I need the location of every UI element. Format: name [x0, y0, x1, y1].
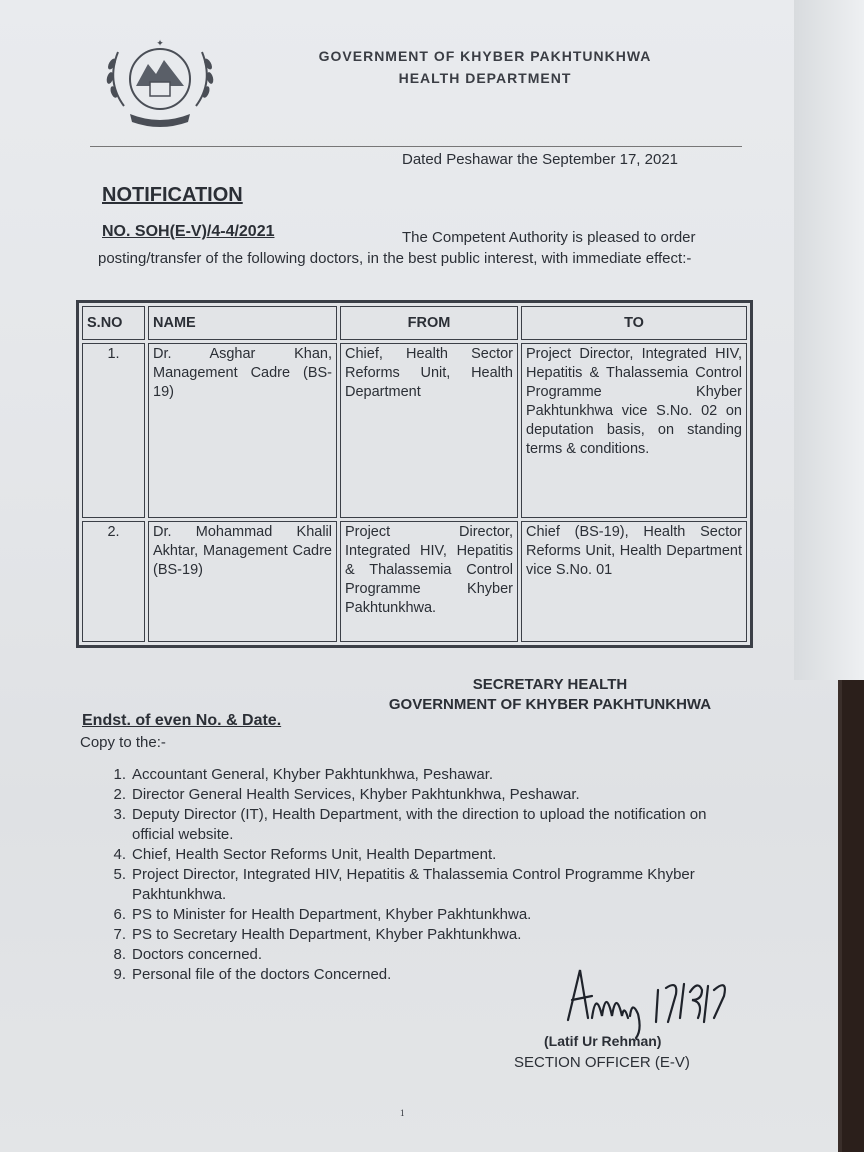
list-item	[98, 905, 740, 925]
list-item-number: 2.	[113, 786, 126, 803]
list-item-number: 1.	[113, 766, 126, 783]
list-item-number: 5.	[113, 866, 126, 883]
row-name: Dr. Mohammad Khalil Akhtar, Management Cadre (BS-19)	[148, 521, 337, 642]
table-row	[82, 343, 747, 518]
list-item-text: Project Director, Integrated HIV, Hepatitis & Thalassemia Control Programme Khyber Pakhtunkhwa.	[132, 866, 695, 903]
signatory-title: SECRETARY HEALTH	[472, 676, 628, 693]
row-from: Chief, Health Sector Reforms Unit, Health Department	[340, 343, 518, 518]
list-item	[98, 845, 740, 865]
copy-list	[98, 765, 740, 985]
department-header: HEALTH DEPARTMENT	[398, 70, 572, 86]
list-item-number: 9.	[113, 966, 126, 983]
dated-line: Dated Peshawar the September 17, 2021	[402, 151, 679, 168]
list-item-text: Personal file of the doctors Concerned.	[132, 966, 392, 983]
list-item-number: 7.	[113, 926, 126, 943]
list-item-text: PS to Minister for Health Department, Khyber Pakhtunkhwa.	[132, 906, 532, 923]
row-to: Project Director, Integrated HIV, Hepatitis & Thalassemia Control Programme Khyber Pakhtunkhwa vice S.No. 02 on deputation basis, on standing terms & conditions.	[521, 343, 747, 518]
background-edge	[842, 680, 864, 1152]
page-shadow-edge	[794, 0, 864, 680]
list-item-text: Accountant General, Khyber Pakhtunkhwa, Peshawar.	[132, 766, 494, 783]
row-sno: 1.	[82, 343, 145, 518]
list-item	[98, 805, 740, 845]
svg-text:✦: ✦	[156, 39, 164, 49]
list-item	[98, 765, 740, 785]
notification-title: NOTIFICATION	[102, 184, 243, 206]
list-item-text: Doctors concerned.	[132, 946, 263, 963]
list-item-number: 3.	[113, 806, 126, 823]
col-header-name: NAME	[148, 306, 337, 340]
list-item-text: Chief, Health Sector Reforms Unit, Health Department.	[132, 846, 497, 863]
list-item-number: 4.	[113, 846, 126, 863]
col-header-to: TO	[521, 306, 747, 340]
notification-number: NO. SOH(E-V)/4-4/2021	[102, 223, 275, 240]
list-item-text: PS to Secretary Health Department, Khyber Pakhtunkhwa.	[132, 926, 522, 943]
list-item-number: 8.	[113, 946, 126, 963]
signatory-govt: GOVERNMENT OF KHYBER PAKHTUNKHWA	[388, 696, 712, 713]
intro-text: posting/transfer of the following doctors, in the best public interest, with immediate effect:-	[98, 250, 692, 267]
col-header-from: FROM	[340, 306, 518, 340]
table-row	[82, 521, 747, 642]
govt-header: GOVERNMENT OF KHYBER PAKHTUNKHWA	[318, 48, 652, 64]
posting-table	[76, 300, 753, 648]
list-item-text: Director General Health Services, Khyber Pakhtunkhwa, Peshawar.	[132, 786, 580, 803]
list-item	[98, 785, 740, 805]
row-to: Chief (BS-19), Health Sector Reforms Unit, Health Department vice S.No. 01	[521, 521, 747, 642]
page-number: 1	[400, 1108, 405, 1118]
row-from: Project Director, Integrated HIV, Hepatitis & Thalassemia Control Programme Khyber Pakhtunkhwa.	[340, 521, 518, 642]
endorsement-heading: Endst. of even No. & Date.	[82, 712, 282, 729]
section-officer-name: (Latif Ur Rehman)	[544, 1033, 662, 1049]
header-rule	[90, 146, 742, 147]
list-item	[98, 925, 740, 945]
col-header-sno: S.NO	[82, 306, 145, 340]
handwritten-signature	[558, 960, 748, 1040]
emblem-icon	[100, 34, 220, 134]
copy-to-label: Copy to the:-	[80, 734, 166, 751]
row-sno: 2.	[82, 521, 145, 642]
list-item	[98, 865, 740, 905]
list-item-text: Deputy Director (IT), Health Department, with the direction to upload the notification on official website.	[132, 806, 707, 843]
list-item-number: 6.	[113, 906, 126, 923]
intro-text-first-line: The Competent Authority is pleased to order	[402, 229, 696, 246]
row-name: Dr. Asghar Khan, Management Cadre (BS-19)	[148, 343, 337, 518]
table-header-row	[82, 306, 747, 340]
section-officer-title: SECTION OFFICER (E-V)	[514, 1054, 690, 1071]
